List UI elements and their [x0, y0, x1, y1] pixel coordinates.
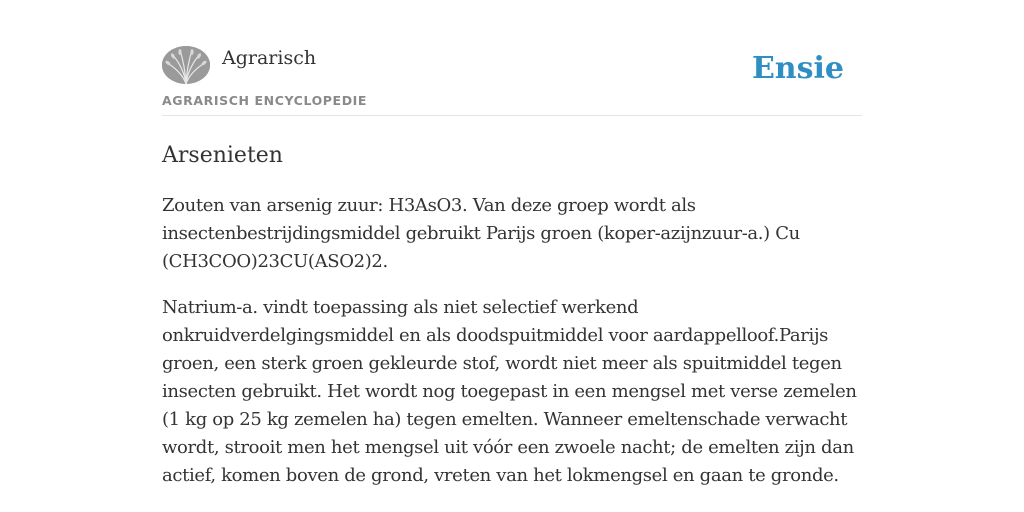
- brand-logo-link[interactable]: Ensie: [751, 51, 844, 86]
- wheat-icon[interactable]: [162, 46, 210, 84]
- article-title: Arsenieten: [162, 143, 283, 168]
- site-subtitle: AGRARISCH ENCYCLOPEDIE: [162, 93, 368, 108]
- site-header: [162, 0, 862, 116]
- article-paragraph: Zouten van arsenig zuur: H3AsO3. Van deze groep wordt als insectenbestrijdingsmiddel gebruikt Parijs groen (koper-azijnzuur-a.) Cu (CH3COO)23CU(ASO2)2.: [162, 195, 800, 272]
- content-container: [162, 0, 862, 508]
- site-name[interactable]: Agrarisch: [222, 47, 317, 69]
- article-body: [162, 192, 862, 490]
- article-paragraph: Natrium-a. vindt toepassing als niet selectief werkend onkruidverdelgingsmiddel en als doodspuitmiddel voor aardappelloof.Parijs groen, een sterk groen gekleurde stof, wordt niet meer als spuitmiddel tegen insecten gebruikt. Het wordt nog toegepast in een mengsel met verse zemelen (1 kg op 25 kg zemelen ha) tegen emelten. Wanneer emeltenschade verwacht wordt, strooit men het mengsel uit vóór een zwoele nacht; de emelten zijn dan actief, komen boven de grond, vreten van het lokmengsel en gaan te gronde.: [162, 297, 857, 486]
